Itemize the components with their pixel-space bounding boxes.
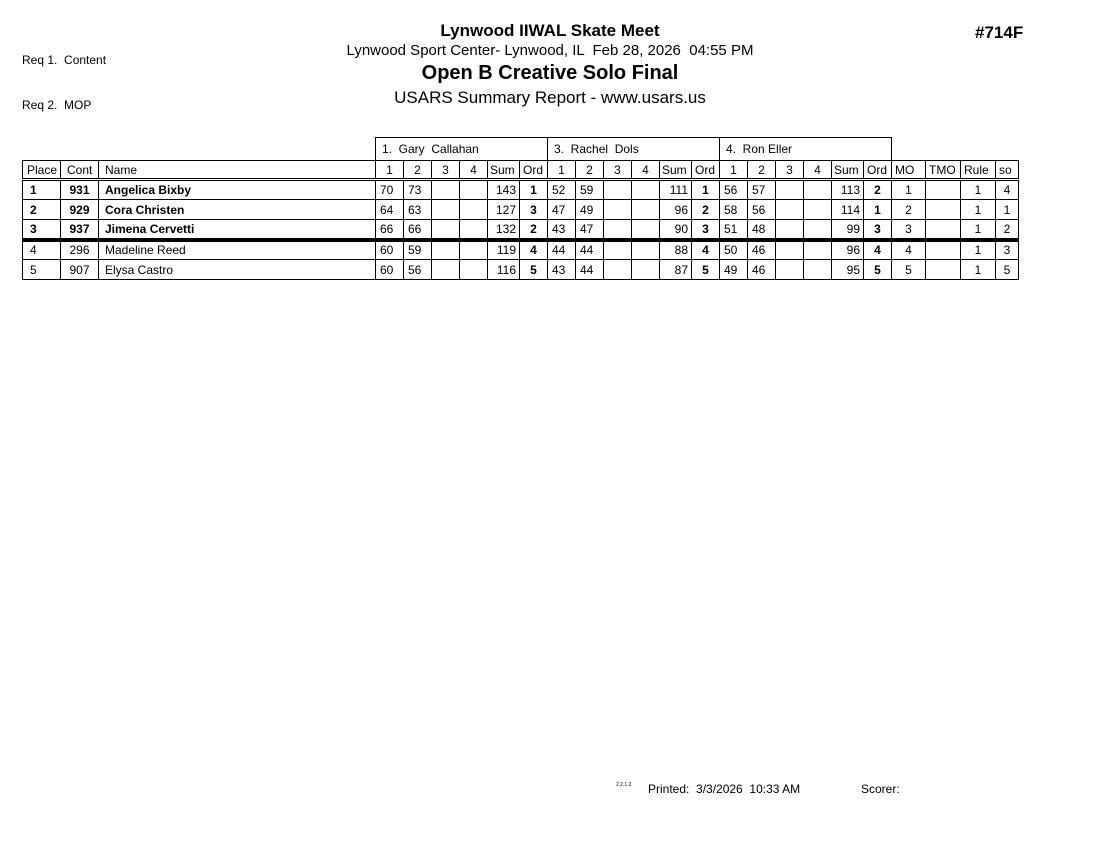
cell-sum: 88 xyxy=(660,240,692,260)
cell-name: Angelica Bixby xyxy=(99,180,376,200)
cell-score xyxy=(776,180,804,200)
cell-score xyxy=(604,260,632,280)
cell-score xyxy=(632,220,660,240)
cell-score: 58 xyxy=(720,200,748,220)
cell-place: 4 xyxy=(23,240,61,260)
table-row xyxy=(23,180,1019,200)
col-header-judge3-2: 2 xyxy=(748,161,776,180)
cell-score xyxy=(432,200,460,220)
cell-so: 3 xyxy=(996,240,1019,260)
cell-score xyxy=(632,200,660,220)
col-header-tmo: TMO xyxy=(926,161,961,180)
cell-score: 60 xyxy=(376,260,404,280)
cell-score: 44 xyxy=(576,260,604,280)
cell-sum: 127 xyxy=(488,200,520,220)
cell-score: 66 xyxy=(376,220,404,240)
cell-ord: 1 xyxy=(520,180,548,200)
cell-sum: 116 xyxy=(488,260,520,280)
cell-cont: 929 xyxy=(61,200,99,220)
cell-score xyxy=(776,260,804,280)
cell-so: 4 xyxy=(996,180,1019,200)
table-row xyxy=(23,240,1019,260)
cell-sum: 95 xyxy=(832,260,864,280)
cell-rule: 1 xyxy=(961,180,996,200)
col-header-judge1-sum: Sum xyxy=(488,161,520,180)
cell-score xyxy=(776,220,804,240)
cell-score: 64 xyxy=(376,200,404,220)
cell-score xyxy=(804,200,832,220)
cell-score: 57 xyxy=(748,180,776,200)
cell-name: Cora Christen xyxy=(99,200,376,220)
cell-ord: 1 xyxy=(864,200,892,220)
cell-ord: 2 xyxy=(864,180,892,200)
cell-score xyxy=(460,180,488,200)
col-header-judge2-3: 3 xyxy=(604,161,632,180)
cell-sum: 90 xyxy=(660,220,692,240)
col-header-judge3-4: 4 xyxy=(804,161,832,180)
cell-rule: 1 xyxy=(961,260,996,280)
cell-cont: 931 xyxy=(61,180,99,200)
cell-score xyxy=(604,220,632,240)
cell-score: 59 xyxy=(404,240,432,260)
col-header-place: Place xyxy=(23,161,61,180)
cell-tmo xyxy=(926,260,961,280)
results-table-wrap xyxy=(22,137,1019,280)
col-header-judge3-ord: Ord xyxy=(864,161,892,180)
cell-score xyxy=(632,180,660,200)
cell-ord: 5 xyxy=(692,260,720,280)
req-note-1: Req 1. Content xyxy=(22,53,107,67)
cell-mo: 4 xyxy=(892,240,926,260)
req-note-2: Req 2. MOP xyxy=(22,98,92,112)
cell-score: 47 xyxy=(576,220,604,240)
cell-score: 56 xyxy=(404,260,432,280)
cell-mo: 3 xyxy=(892,220,926,240)
cell-mo: 5 xyxy=(892,260,926,280)
cell-score xyxy=(804,180,832,200)
cell-ord: 5 xyxy=(864,260,892,280)
cell-score: 43 xyxy=(548,260,576,280)
cell-score xyxy=(460,200,488,220)
table-row xyxy=(23,260,1019,280)
cell-score xyxy=(804,240,832,260)
col-header-rule: Rule xyxy=(961,161,996,180)
cell-rule: 1 xyxy=(961,200,996,220)
col-header-judge1-3: 3 xyxy=(432,161,460,180)
col-header-judge2-2: 2 xyxy=(576,161,604,180)
col-header-judge2-sum: Sum xyxy=(660,161,692,180)
cell-sum: 96 xyxy=(832,240,864,260)
cell-score: 43 xyxy=(548,220,576,240)
cell-cont: 296 xyxy=(61,240,99,260)
cell-score xyxy=(604,200,632,220)
cell-ord: 3 xyxy=(520,200,548,220)
cell-sum: 114 xyxy=(832,200,864,220)
cell-rule: 1 xyxy=(961,240,996,260)
cell-sum: 99 xyxy=(832,220,864,240)
printed-timestamp: Printed: 3/3/2026 10:33 AM xyxy=(648,782,801,796)
cell-score: 56 xyxy=(720,180,748,200)
col-header-mo: MO xyxy=(892,161,926,180)
cell-sum: 96 xyxy=(660,200,692,220)
cell-score xyxy=(776,200,804,220)
cell-score xyxy=(804,260,832,280)
cell-score: 46 xyxy=(748,240,776,260)
col-header-judge1-2: 2 xyxy=(404,161,432,180)
cell-ord: 2 xyxy=(520,220,548,240)
cell-score xyxy=(632,240,660,260)
cell-score: 70 xyxy=(376,180,404,200)
cell-mo: 2 xyxy=(892,200,926,220)
cell-tmo xyxy=(926,240,961,260)
cell-score: 52 xyxy=(548,180,576,200)
judge-name: 4. Ron Eller xyxy=(720,138,892,161)
cell-score: 63 xyxy=(404,200,432,220)
column-header-row xyxy=(23,161,1019,180)
cell-ord: 5 xyxy=(520,260,548,280)
col-header-so: so xyxy=(996,161,1019,180)
cell-score: 56 xyxy=(748,200,776,220)
col-header-name: Name xyxy=(99,161,376,180)
cell-so: 5 xyxy=(996,260,1019,280)
col-header-judge3-1: 1 xyxy=(720,161,748,180)
cell-ord: 4 xyxy=(692,240,720,260)
cell-rule: 1 xyxy=(961,220,996,240)
cell-sum: 113 xyxy=(832,180,864,200)
col-header-cont: Cont xyxy=(61,161,99,180)
cell-sum: 119 xyxy=(488,240,520,260)
table-row xyxy=(23,200,1019,220)
cell-score xyxy=(632,260,660,280)
col-header-judge2-ord: Ord xyxy=(692,161,720,180)
cell-score: 48 xyxy=(748,220,776,240)
judge-header-row xyxy=(23,138,1019,161)
cell-score: 60 xyxy=(376,240,404,260)
cell-score xyxy=(432,240,460,260)
event-number: #714F xyxy=(975,23,1024,42)
report-title: USARS Summary Report - www.usars.us xyxy=(394,88,706,107)
cell-score xyxy=(460,260,488,280)
report-header xyxy=(0,20,1100,110)
judge-name: 1. Gary Callahan xyxy=(376,138,548,161)
cell-score xyxy=(432,180,460,200)
cell-score: 49 xyxy=(720,260,748,280)
cell-score xyxy=(604,180,632,200)
cell-score xyxy=(804,220,832,240)
cell-so: 1 xyxy=(996,200,1019,220)
cell-tmo xyxy=(926,180,961,200)
cell-score: 46 xyxy=(748,260,776,280)
col-header-judge1-ord: Ord xyxy=(520,161,548,180)
cell-ord: 2 xyxy=(692,200,720,220)
cell-name: Madeline Reed xyxy=(99,240,376,260)
cell-ord: 4 xyxy=(864,240,892,260)
cell-ord: 4 xyxy=(520,240,548,260)
cell-sum: 132 xyxy=(488,220,520,240)
cell-score xyxy=(776,240,804,260)
cell-place: 5 xyxy=(23,260,61,280)
table-row xyxy=(23,220,1019,240)
cell-sum: 111 xyxy=(660,180,692,200)
judge-row-left-spacer xyxy=(23,138,376,161)
cell-tmo xyxy=(926,220,961,240)
event-title: Open B Creative Solo Final xyxy=(421,62,679,84)
cell-score: 49 xyxy=(576,200,604,220)
judge-row-right-spacer xyxy=(892,138,1019,161)
cell-score xyxy=(604,240,632,260)
software-version: 2.2.1.2 xyxy=(616,782,632,788)
cell-sum: 143 xyxy=(488,180,520,200)
col-header-judge3-sum: Sum xyxy=(832,161,864,180)
cell-cont: 907 xyxy=(61,260,99,280)
cell-ord: 3 xyxy=(692,220,720,240)
cell-tmo xyxy=(926,200,961,220)
cell-score xyxy=(432,260,460,280)
cell-score: 47 xyxy=(548,200,576,220)
cell-score: 44 xyxy=(576,240,604,260)
cell-place: 2 xyxy=(23,200,61,220)
cell-score xyxy=(460,240,488,260)
cell-mo: 1 xyxy=(892,180,926,200)
judge-name: 3. Rachel Dols xyxy=(548,138,720,161)
cell-place: 1 xyxy=(23,180,61,200)
scorer-label: Scorer: xyxy=(861,782,900,796)
cell-name: Jimena Cervetti xyxy=(99,220,376,240)
cell-name: Elysa Castro xyxy=(99,260,376,280)
meet-title: Lynwood IIWAL Skate Meet xyxy=(440,21,660,40)
cell-sum: 87 xyxy=(660,260,692,280)
col-header-judge1-4: 4 xyxy=(460,161,488,180)
cell-score: 51 xyxy=(720,220,748,240)
cell-so: 2 xyxy=(996,220,1019,240)
col-header-judge2-4: 4 xyxy=(632,161,660,180)
cell-score: 44 xyxy=(548,240,576,260)
cell-score xyxy=(460,220,488,240)
results-table xyxy=(22,137,1019,280)
col-header-judge1-1: 1 xyxy=(376,161,404,180)
cell-ord: 3 xyxy=(864,220,892,240)
col-header-judge2-1: 1 xyxy=(548,161,576,180)
venue-datetime: Lynwood Sport Center- Lynwood, IL Feb 28, 2026 04:55 PM xyxy=(346,42,754,59)
cell-score xyxy=(432,220,460,240)
cell-score: 50 xyxy=(720,240,748,260)
cell-cont: 937 xyxy=(61,220,99,240)
col-header-judge3-3: 3 xyxy=(776,161,804,180)
cell-score: 66 xyxy=(404,220,432,240)
cell-place: 3 xyxy=(23,220,61,240)
cell-ord: 1 xyxy=(692,180,720,200)
cell-score: 73 xyxy=(404,180,432,200)
cell-score: 59 xyxy=(576,180,604,200)
